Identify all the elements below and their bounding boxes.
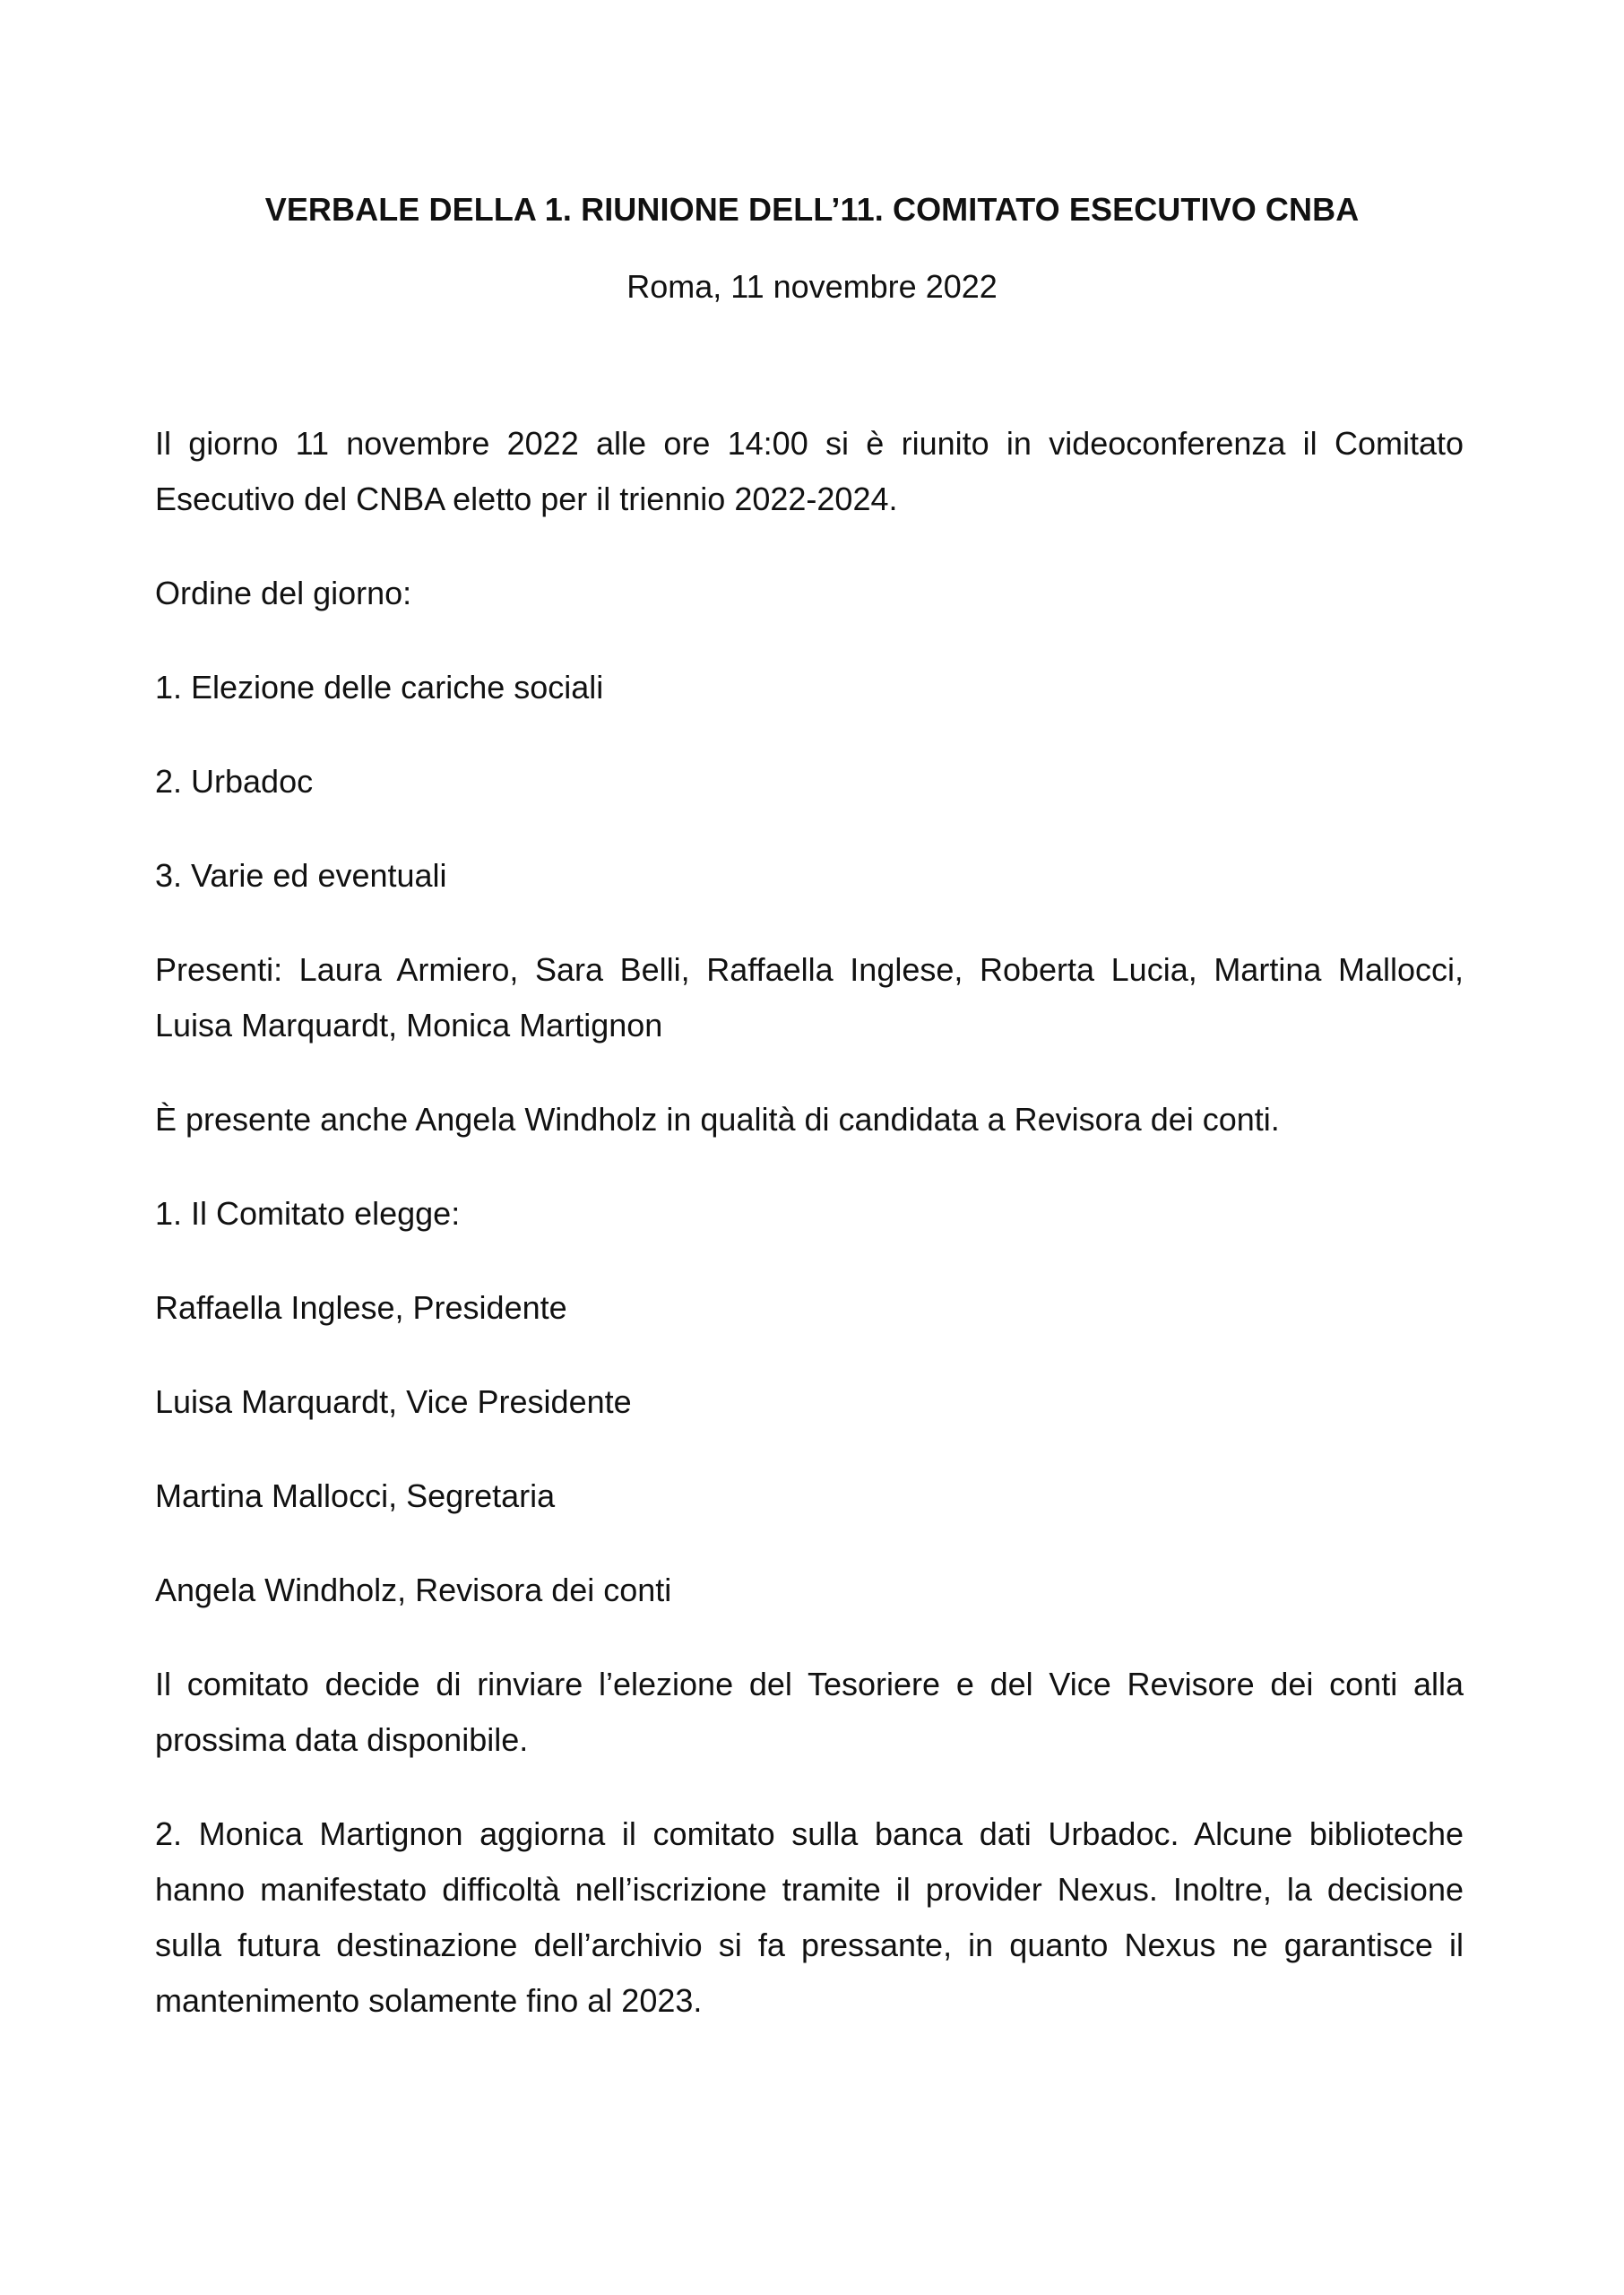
agenda-heading: Ordine del giorno:: [155, 575, 412, 611]
role-item: Angela Windholz, Revisora dei conti: [155, 1572, 672, 1608]
agenda-item: 3. Varie ed eventuali: [155, 857, 447, 894]
urbadoc-paragraph: 2. Monica Martignon aggiorna il comitato sulla banca dati Urbadoc. Alcune biblioteche hanno manifestato difficoltà nell’iscrizione tramite il provider Nexus. Inoltre, la decisione sulla futura destinazione dell’archivio si fa pressante, in quanto Nexus ne garantisce il mantenimento solamente fino al 2023.: [155, 1815, 1464, 2019]
role-item: Martina Mallocci, Segretaria: [155, 1477, 556, 1514]
document-title: VERBALE DELLA 1. RIUNIONE DELL’11. COMITATO ESECUTIVO CNBA: [264, 191, 1360, 228]
present-paragraph: Presenti: Laura Armiero, Sara Belli, Raffaella Inglese, Roberta Lucia, Martina Mallocci, Luisa Marquardt, Monica Martignon: [155, 951, 1464, 1044]
committee-elects: 1. Il Comitato elegge:: [155, 1195, 461, 1232]
also-present-paragraph: È presente anche Angela Windholz in qualità di candidata a Revisora dei conti.: [155, 1101, 1280, 1138]
document-body: [155, 416, 1464, 2029]
intro-paragraph: Il giorno 11 novembre 2022 alle ore 14:00 si è riunito in videoconferenza il Comitato Esecutivo del CNBA eletto per il triennio 2022-2024.: [155, 425, 1464, 517]
role-item: Luisa Marquardt, Vice Presidente: [155, 1383, 632, 1420]
agenda-item: 2. Urbadoc: [155, 763, 314, 800]
place-date: Roma, 11 novembre 2022: [626, 268, 998, 305]
postpone-paragraph: Il comitato decide di rinviare l’elezione del Tesoriere e del Vice Revisore dei conti alla prossima data disponibile.: [155, 1666, 1464, 1758]
agenda-item: 1. Elezione delle cariche sociali: [155, 669, 604, 706]
role-item: Raffaella Inglese, Presidente: [155, 1289, 567, 1326]
